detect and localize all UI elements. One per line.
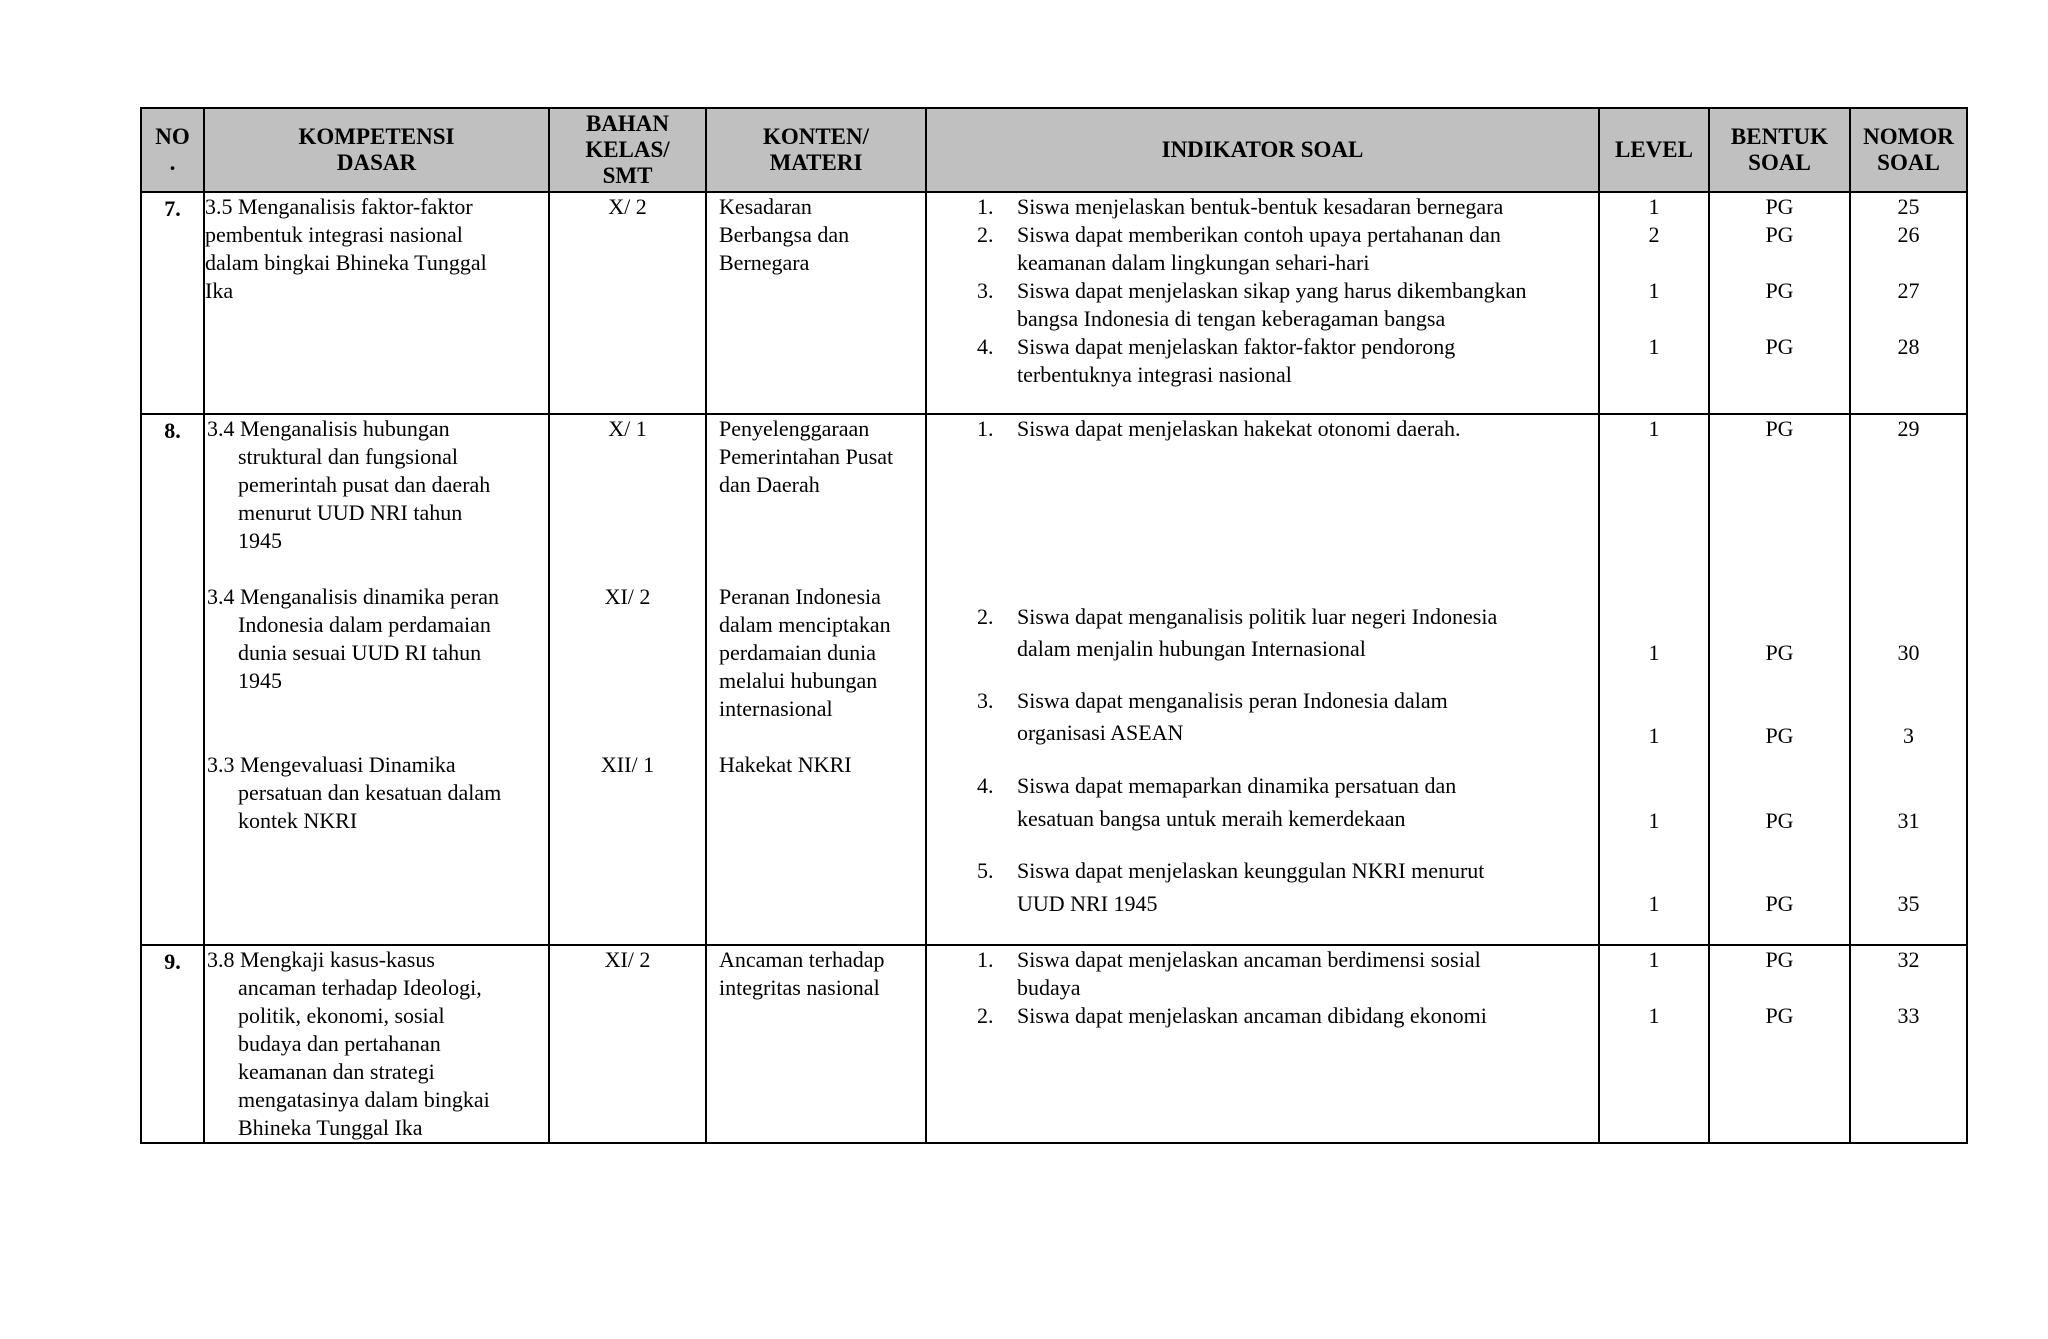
indikator-number: 2.: [977, 222, 994, 247]
indikator-cell: [926, 192, 1599, 414]
level-value: 1: [1648, 947, 1660, 972]
kd-line: 3.5 Menganalisis faktor-faktor: [205, 194, 473, 219]
indikator-cell: [926, 945, 1599, 1143]
level-value: 1: [1648, 278, 1660, 303]
indikator-line: Siswa dapat menjelaskan faktor-faktor pendorong: [1017, 334, 1456, 359]
indikator-line: Siswa dapat menganalisis politik luar negeri Indonesia: [1017, 604, 1498, 629]
indikator-line: keamanan dalam lingkungan sehari-hari: [1017, 250, 1370, 275]
kisi-kisi-table: [140, 107, 1968, 1144]
nomor-value: 32: [1897, 947, 1920, 972]
kd-line: dunia sesuai UUD RI tahun: [238, 640, 482, 665]
header-bentuk: [1709, 108, 1850, 192]
bentuk-cell: [1709, 192, 1850, 414]
nomor-value: 3: [1903, 723, 1914, 748]
header-nomor-line-2: SOAL: [1877, 150, 1940, 175]
row-number: 9.: [141, 945, 204, 1143]
kd-line: Indonesia dalam perdamaian: [238, 612, 491, 637]
indikator-line: kesatuan bangsa untuk meraih kemerdekaan: [1017, 806, 1406, 831]
nomor-cell: [1850, 192, 1967, 414]
indikator-line: budaya: [1017, 975, 1081, 1000]
bentuk-value: PG: [1765, 723, 1794, 748]
nomor-value: 28: [1897, 334, 1920, 359]
konten-line: Hakekat NKRI: [719, 752, 852, 777]
bentuk-value: PG: [1765, 891, 1794, 916]
indikator-number: 1.: [977, 194, 994, 219]
header-nomor-line-1: NOMOR: [1863, 124, 1954, 149]
header-row: [141, 108, 1967, 192]
indikator-line: bangsa Indonesia di tengan keberagaman bangsa: [1017, 306, 1446, 331]
konten-cell: [706, 414, 926, 945]
kompetensi-dasar-cell: [204, 414, 549, 945]
kd-line: budaya dan pertahanan: [238, 1031, 441, 1056]
level-value: 1: [1648, 723, 1660, 748]
konten-line: melalui hubungan: [719, 668, 878, 693]
kompetensi-dasar-cell: [204, 192, 549, 414]
bahan-cell: [549, 945, 706, 1143]
level-value: 1: [1648, 808, 1660, 833]
level-value: 1: [1648, 1003, 1660, 1028]
header-kompetensi: [204, 108, 549, 192]
row-number: 8.: [141, 414, 204, 945]
nomor-value: 29: [1897, 416, 1920, 441]
header-konten-line-1: KONTEN/: [762, 124, 870, 149]
indikator-cell: [926, 414, 1599, 945]
indikator-line: Siswa dapat menjelaskan keunggulan NKRI menurut: [1017, 858, 1485, 883]
nomor-value: 27: [1897, 278, 1920, 303]
indikator-number: 4.: [977, 773, 994, 798]
konten-line: Kesadaran: [719, 194, 812, 219]
bahan-cell: [549, 192, 706, 414]
nomor-value: 30: [1897, 640, 1920, 665]
bentuk-value: PG: [1765, 416, 1794, 441]
indikator-line: Siswa dapat menganalisis peran Indonesia dalam: [1017, 688, 1448, 713]
header-bahan: [549, 108, 706, 192]
kd-line: Bhineka Tunggal Ika: [238, 1115, 423, 1140]
kd-line: 1945: [238, 668, 282, 693]
kd-line: 3.4 Menganalisis dinamika peran: [207, 584, 500, 609]
header-konten-line-2: MATERI: [769, 150, 863, 175]
nomor-value: 33: [1897, 1003, 1920, 1028]
row-number: 7.: [141, 192, 204, 414]
indikator-line: Siswa dapat menjelaskan ancaman berdimensi sosial: [1017, 947, 1481, 972]
bentuk-value: PG: [1765, 808, 1794, 833]
kd-line: persatuan dan kesatuan dalam: [238, 780, 502, 805]
bahan-value: X/ 2: [608, 194, 647, 219]
header-no-line-1: NO: [155, 124, 190, 149]
indikator-number: 2.: [977, 604, 994, 629]
indikator-number: 3.: [977, 688, 994, 713]
header-nomor: [1850, 108, 1967, 192]
kd-line: 1945: [238, 528, 282, 553]
bentuk-value: PG: [1765, 334, 1794, 359]
indikator-line: Siswa menjelaskan bentuk-bentuk kesadaran bernegara: [1017, 194, 1504, 219]
konten-cell: [706, 192, 926, 414]
kd-line: mengatasinya dalam bingkai: [238, 1087, 490, 1112]
bentuk-value: PG: [1765, 947, 1794, 972]
bentuk-cell: [1709, 414, 1850, 945]
header-bahan-line-3: SMT: [602, 163, 653, 188]
kd-line: keamanan dan strategi: [238, 1059, 435, 1084]
bahan-value: XI/ 2: [604, 584, 651, 609]
kd-line: 3.4 Menganalisis hubungan: [207, 416, 450, 441]
kd-line: Ika: [205, 278, 234, 303]
indikator-number: 4.: [977, 334, 994, 359]
konten-line: dalam menciptakan: [719, 612, 891, 637]
bentuk-value: PG: [1765, 1003, 1794, 1028]
indikator-line: organisasi ASEAN: [1017, 720, 1184, 745]
bentuk-value: PG: [1765, 194, 1794, 219]
bahan-cell: [549, 414, 706, 945]
bentuk-value: PG: [1765, 222, 1794, 247]
level-value: 1: [1648, 640, 1660, 665]
indikator-line: Siswa dapat menjelaskan hakekat otonomi daerah.: [1017, 416, 1461, 441]
table-row: [141, 414, 1967, 945]
kd-line: pembentuk integrasi nasional: [205, 222, 463, 247]
kd-line: menurut UUD NRI tahun: [238, 500, 463, 525]
kd-line: kontek NKRI: [238, 808, 358, 833]
indikator-line: Siswa dapat menjelaskan ancaman dibidang ekonomi: [1017, 1003, 1487, 1028]
header-no: [141, 108, 204, 192]
table-row: [141, 945, 1967, 1143]
nomor-value: 31: [1897, 808, 1920, 833]
table-row: [141, 192, 1967, 414]
indikator-line: terbentuknya integrasi nasional: [1017, 362, 1292, 387]
header-kompetensi-line-2: DASAR: [336, 150, 417, 175]
header-bentuk-line-2: SOAL: [1748, 150, 1811, 175]
level-value: 1: [1648, 194, 1660, 219]
bahan-value: XII/ 1: [600, 752, 655, 777]
kd-line: pemerintah pusat dan daerah: [238, 472, 491, 497]
konten-line: Berbangsa dan: [719, 222, 850, 247]
bahan-value: XI/ 2: [604, 947, 651, 972]
header-konten: [706, 108, 926, 192]
konten-line: internasional: [719, 696, 833, 721]
indikator-number: 1.: [977, 947, 994, 972]
nomor-cell: [1850, 414, 1967, 945]
kd-line: dalam bingkai Bhineka Tunggal: [205, 250, 487, 275]
indikator-line: Siswa dapat memaparkan dinamika persatuan dan: [1017, 773, 1457, 798]
nomor-value: 26: [1897, 222, 1920, 247]
nomor-value: 35: [1897, 891, 1920, 916]
konten-line: Pemerintahan Pusat: [719, 444, 894, 469]
level-value: 2: [1648, 222, 1660, 247]
bentuk-cell: [1709, 945, 1850, 1143]
indikator-number: 3.: [977, 278, 994, 303]
konten-line: Penyelenggaraan: [719, 416, 870, 441]
bentuk-value: PG: [1765, 640, 1794, 665]
header-kompetensi-line-1: KOMPETENSI: [298, 124, 455, 149]
header-bentuk-line-1: BENTUK: [1730, 124, 1829, 149]
indikator-number: 1.: [977, 416, 994, 441]
header-level: LEVEL: [1599, 108, 1709, 192]
indikator-line: UUD NRI 1945: [1017, 891, 1158, 916]
level-cell: [1599, 192, 1709, 414]
header-bahan-line-1: BAHAN: [585, 111, 670, 136]
konten-line: perdamaian dunia: [719, 640, 876, 665]
konten-line: Bernegara: [719, 250, 810, 275]
bentuk-value: PG: [1765, 278, 1794, 303]
konten-cell: [706, 945, 926, 1143]
level-value: 1: [1648, 334, 1660, 359]
konten-line: Peranan Indonesia: [719, 584, 881, 609]
header-indikator: INDIKATOR SOAL: [926, 108, 1599, 192]
nomor-cell: [1850, 945, 1967, 1143]
konten-line: dan Daerah: [719, 472, 820, 497]
level-value: 1: [1648, 416, 1660, 441]
header-bahan-line-2: KELAS/: [585, 137, 670, 162]
indikator-line: dalam menjalin hubungan Internasional: [1017, 636, 1366, 661]
nomor-value: 25: [1897, 194, 1920, 219]
level-value: 1: [1648, 891, 1660, 916]
bahan-value: X/ 1: [608, 416, 647, 441]
konten-line: Ancaman terhadap: [719, 947, 885, 972]
kd-line: ancaman terhadap Ideologi,: [238, 975, 482, 1000]
kompetensi-dasar-cell: [204, 945, 549, 1143]
indikator-line: Siswa dapat menjelaskan sikap yang harus dikembangkan: [1017, 278, 1527, 303]
kd-line: politik, ekonomi, sosial: [238, 1003, 445, 1028]
level-cell: [1599, 945, 1709, 1143]
indikator-line: Siswa dapat memberikan contoh upaya pertahanan dan: [1017, 222, 1501, 247]
header-no-line-2: .: [169, 150, 176, 175]
kd-line: 3.3 Mengevaluasi Dinamika: [207, 752, 456, 777]
kd-line: 3.8 Mengkaji kasus-kasus: [207, 947, 435, 972]
indikator-number: 5.: [977, 858, 994, 883]
kd-line: struktural dan fungsional: [238, 444, 458, 469]
indikator-number: 2.: [977, 1003, 994, 1028]
konten-line: integritas nasional: [719, 975, 880, 1000]
level-cell: [1599, 414, 1709, 945]
